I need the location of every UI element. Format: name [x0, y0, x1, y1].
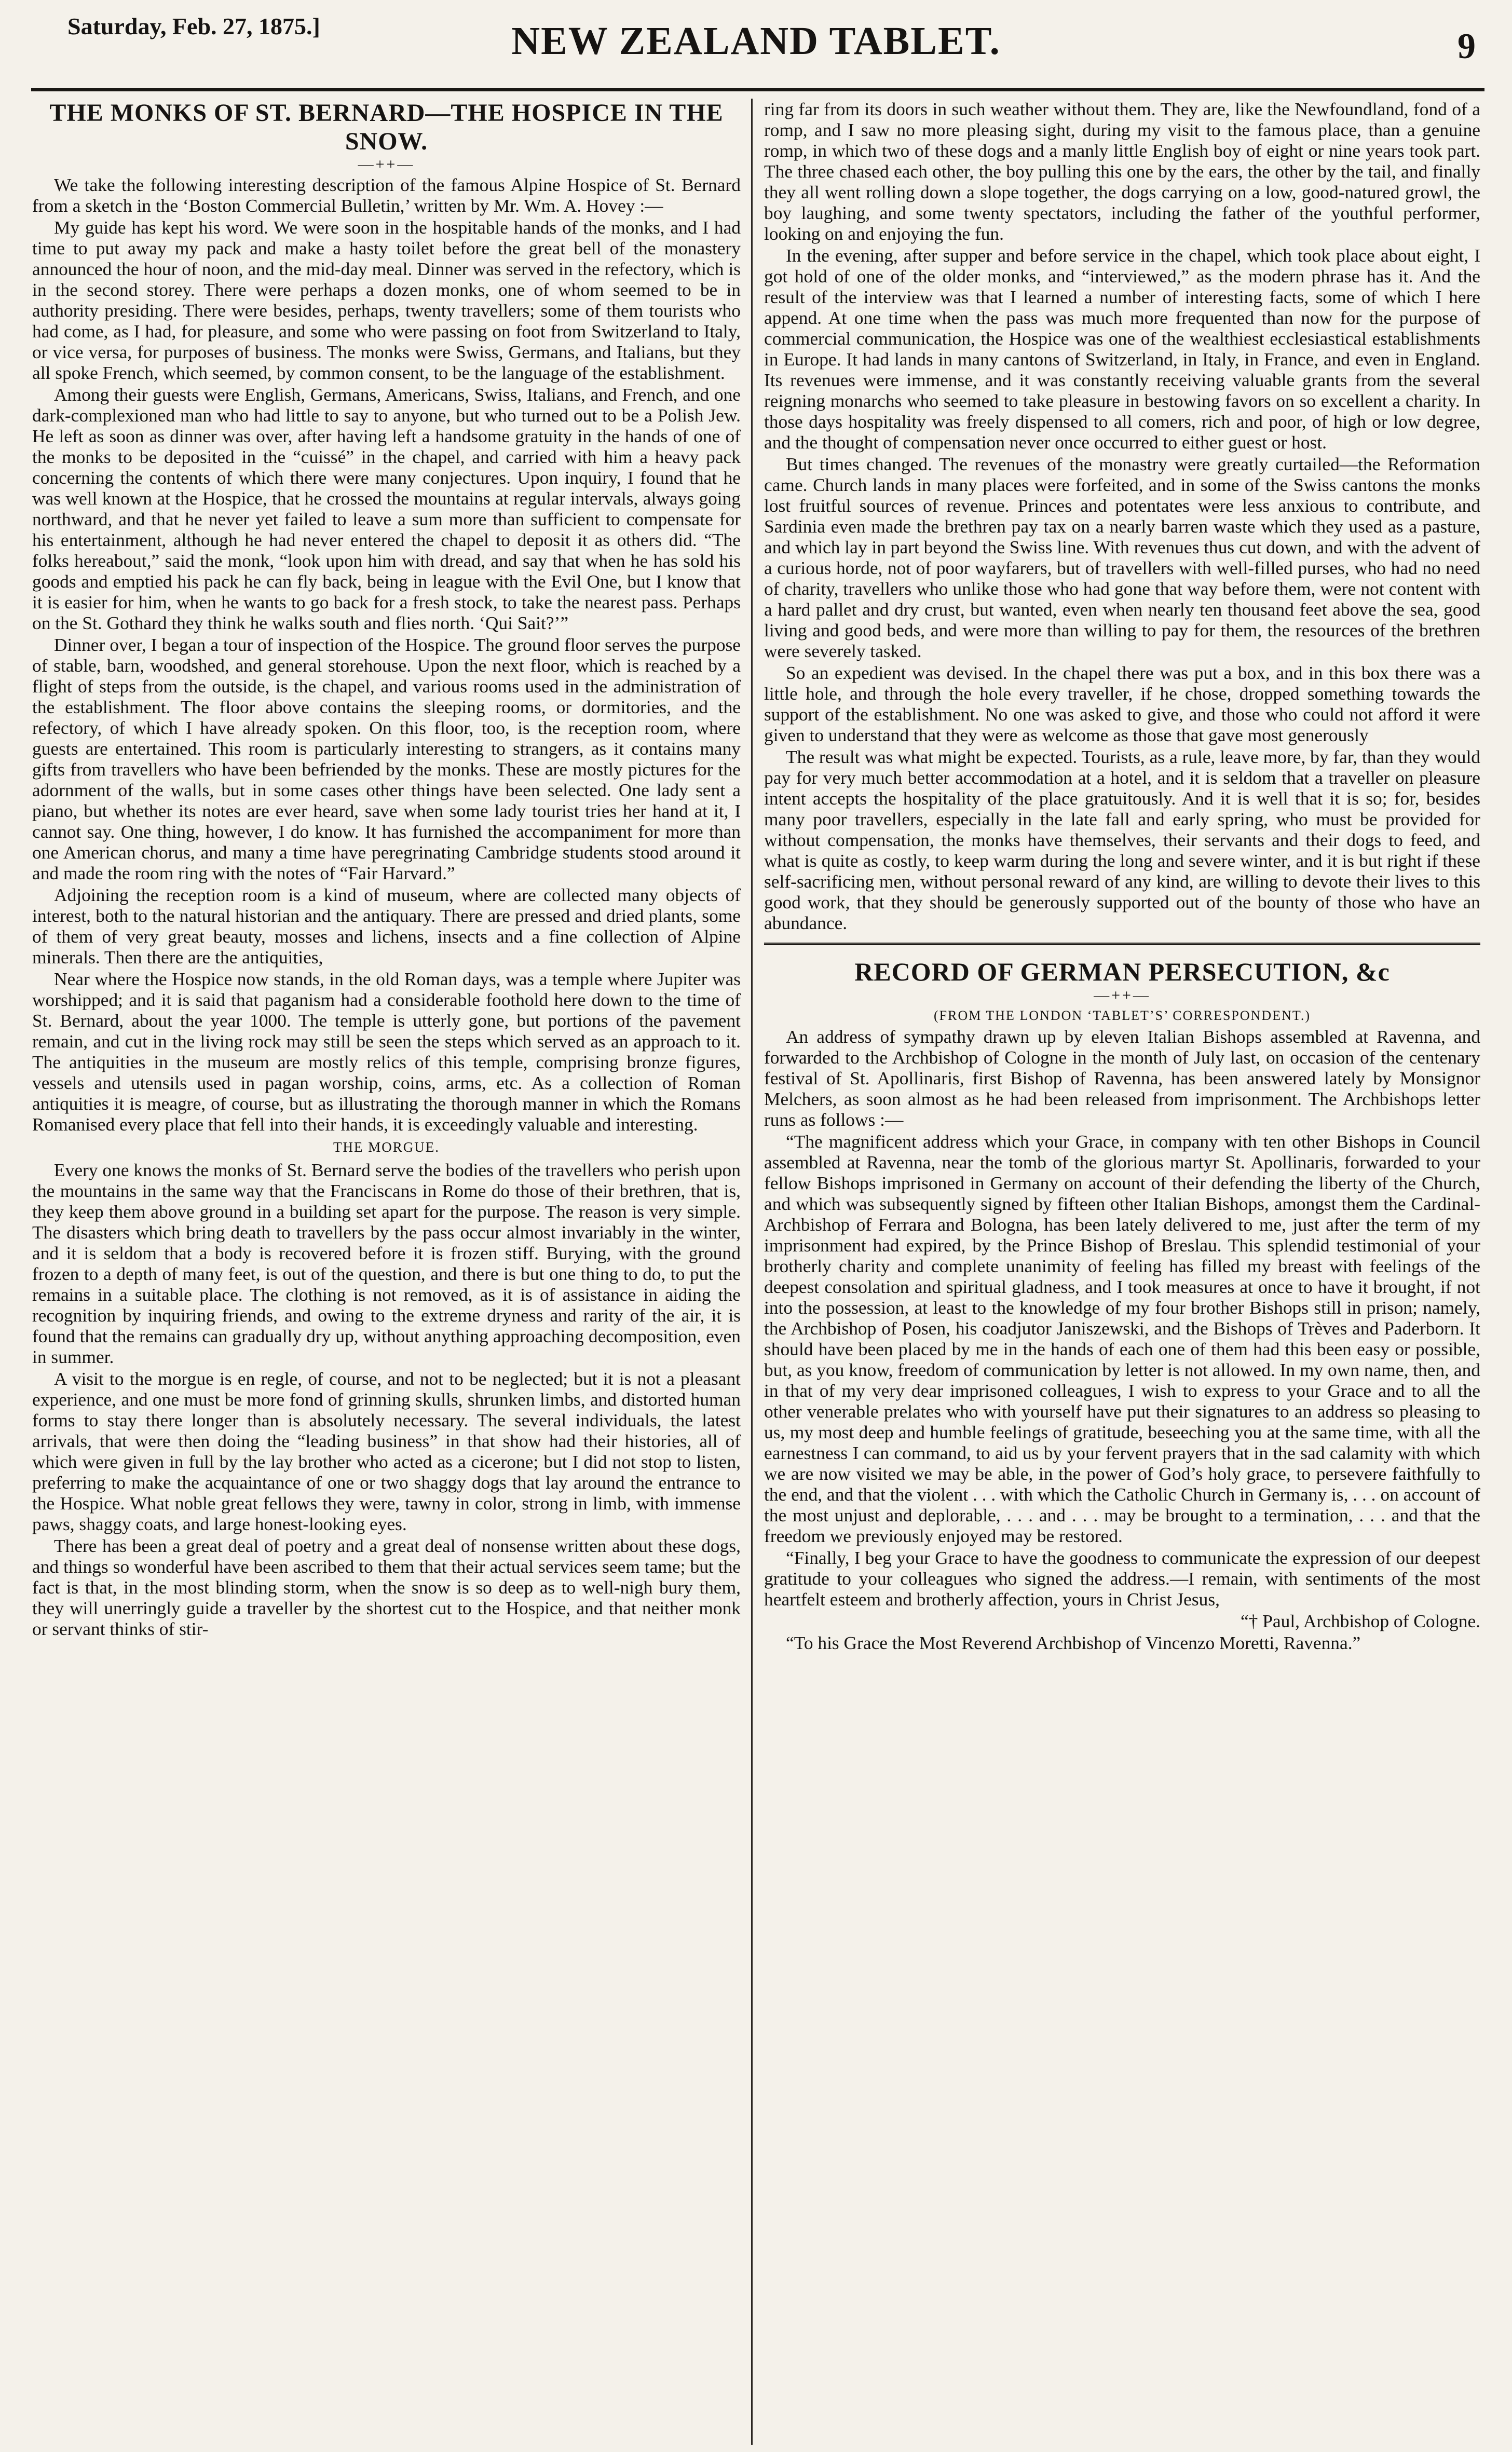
article1-paragraph: There has been a great deal of poetry and a great deal of nonsense written about these dogs, and things so wonderful have been ascribed to them that their actual services seem tame; but the fact is that, in the most blinding storm, when the snow is so deep as to well-nigh bury them, they will unerringly guide a traveller by the shortest cut to the Hospice, and that neither monk or servant thinks of stir- [32, 1535, 741, 1639]
masthead [26, 5, 1486, 65]
article2-attribution: (FROM THE LONDON ‘TABLET’S’ CORRESPONDENT.) [934, 1008, 1311, 1023]
article1-paragraph: The result was what might be expected. Tourists, as a rule, leave more, by far, than they would pay for very much better accommodation at a hotel, and it is seldom that a traveller on pleasure intent accepts the hospitality of the place gratuitously. And it is well that it is so; for, besides many poor travellers, especially in the late fall and early spring, who must be provided for without compensation, the monks have themselves, their servants and their dogs to feed, and what is quite as costly, to keep warm during the long and severe winter, and it is but right if these self-sacrificing men, without personal reward of any kind, are willing to devote their lives to this good work, that they should be generously supported out of the bounty of those who have an abundance. [764, 746, 1480, 933]
left-column [32, 99, 741, 2445]
article2-paragraph: “To his Grace the Most Reverend Archbishop of Vincenzo Moretti, Ravenna.” [786, 1632, 1361, 1653]
article2-signature: “† Paul, Archbishop of Cologne. [1241, 1611, 1480, 1631]
right-column [764, 99, 1480, 2445]
article1-paragraph: A visit to the morgue is en regle, of course, and not to be neglected; but it is not a pleasant experience, and one must be more fond of grinning skulls, shrunken limbs, and distorted human forms to stay there longer than is absolutely necessary. The several individuals, the latest arrivals, that were then doing the “leading business” in that show had their histories, all of which were given in full by the lay brother who acted as a cicerone; but I did not stop to listen, preferring to make the acquaintance of one or two shaggy dogs that lay around the entrance to the Hospice. What noble great fellows they were, tawny in color, strong in limb, with immense paws, shaggy coats, and large honest-looking eyes. [32, 1368, 741, 1534]
article2-paragraph: “Finally, I beg your Grace to have the goodness to communicate the expression of our deepest gratitude to your colleagues who signed the address.—I remain, with sentiments of the most heartfelt esteem and brotherly affection, yours in Christ Jesus, [764, 1547, 1480, 1610]
article1-paragraph: So an expedient was devised. In the chapel there was put a box, and in this box there was a little hole, and through the hole every traveller, if he chose, dropped something towards the support of the establishment. No one was asked to give, and those who could not afford it were given to understand that they were as welcome as those that gave most generously [764, 662, 1480, 745]
article1-paragraph: My guide has kept his word. We were soon in the hospitable hands of the monks, and I had time to put away my pack and make a hasty toilet before the great bell of the monastery announced the hour of noon, and the mid-day meal. Dinner was served in the refectory, which is in the second storey. There were perhaps a dozen monks, one of whom seemed to be in authority presiding. There were besides, perhaps, twenty travellers; some of them tourists who had come, as I had, for pleasure, and some who were passing on foot from Switzerland to Italy, or vice versa, for purposes of business. The monks were Swiss, Germans, and Italians, but they all spoke French, which seemed, by common consent, to be the language of the establishment. [32, 217, 741, 383]
article1-paragraph: Adjoining the reception room is a kind of museum, where are collected many objects of interest, both to the natural historian and the antiquary. There are pressed and dried plants, some of them of very great beauty, mosses and lichens, insects and a fine collection of Alpine minerals. Then there are the antiquities, [32, 884, 741, 968]
article1-paragraph: Among their guests were English, Germans, Americans, Swiss, Italians, and French, and one dark-complexioned man who had little to say to anyone, but who turned out to be a Polish Jew. He left as soon as dinner was over, after having left a handsome gratuity in the hands of one of the monks to be deposited in the “cuissé” in the chapel, and carried with him a heavy pack concerning the contents of which there were many conjectures. Upon inquiry, I found that he was well known at the Hospice, that he crossed the mountains at regular intervals, always going northward, and that he never yet failed to leave a sum more than sufficient to compensate for his entertainment, although he had never entered the chapel to deposit it as others did. “The folks hereabout,” said the monk, “look upon him with dread, and say that when he has sold his goods and emptied his pack he can fly back, being in league with the Evil One, but I know that it is easier for him, when he wants to go back for a fresh stock, to take the nearest pass. Perhaps on the St. Gothard they think he walks south and flies north. ‘Qui Sait?’” [32, 384, 741, 633]
issue-date: Saturday, Feb. 27, 1875.] [67, 13, 320, 39]
article1-paragraph: Every one knows the monks of St. Bernard serve the bodies of the travellers who perish upon the mountains in the same way that the Franciscans in Rome do those of their brethren, that is, they keep them above ground in a building set apart for the purpose. The reason is very simple. The disasters which bring death to travellers by the pass occur almost invariably in the winter, and it is seldom that a body is recovered before it is frozen stiff. Burying, with the ground frozen to a depth of many feet, is out of the question, and there is but one thing to do, to put the remains in a suitable place. The clothing is not removed, as it is of assistance in aiding the recognition by inquiring friends, and owing to the extreme dryness and rarity of the air, it is found that the remains can gradually dry up, without anything approaching decomposition, even in summer. [32, 1160, 741, 1367]
article2-paragraph: “The magnificent address which your Grace, in company with ten other Bishops in Council assembled at Ravenna, near the tomb of the glorious martyr St. Apollinaris, forwarded to your fellow Bishops imprisoned in Germany on account of their defending the liberty of the Church, and which was subsequently signed by fifteen other Italian Bishops, amongst them the Cardinal-Archbishop of Ferrara and Bologna, has been lately delivered to me, just after the term of my imprisonment had expired, by the Prince Bishop of Breslau. This splendid testimonial of your brotherly charity and complete unanimity of feeling has filled my breast with feelings of the deepest consolation and spiritual gladness, and I took measures at once to have it brought, if not into the possession, at least to the knowledge of my four brother Bishops still in prison; namely, the Archbishop of Posen, his coadjutor Janiszewski, and the Bishops of Trèves and Paderborn. It should have been placed by me in the hands of each one of them had this been easy or possible, but, as you know, freedom of communication by letter is not allowed. In my own name, then, and in that of my very dear imprisoned colleagues, I wish to express to your Grace and to all the other venerable prelates who with yourself have put their signatures to an address so pleasing to us, my most deep and humble feelings of gratitude, beseeching you at the same time, with all the earnestness I can command, to aid us by your fervent prayers that in the sad calamity with which we are now visited we may be able, in the power of God’s holy grace, to persevere faithfully to the end, and that the violent . . . with which the Catholic Church in Germany is, . . . on account of the most unjust and deplorable, . . . and . . . may be brought to a termination, . . . and that the freedom we previously enjoyed may be restored. [764, 1131, 1480, 1546]
section-subhead-morgue: THE MORGUE. [333, 1139, 440, 1155]
article2-paragraph: An address of sympathy drawn up by eleven Italian Bishops assembled at Ravenna, and forwarded to the Archbishop of Cologne in the month of July last, on occasion of the centenary festival of St. Apollinaris, first Bishop of Ravenna, has been answered lately by Monsignor Melchers, as soon almost as he had been released from imprisonment. The Archbishops letter runs as follows :— [764, 1026, 1480, 1130]
article1-paragraph: ring far from its doors in such weather without them. They are, like the Newfoundland, fond of a romp, and I saw no more pleasing sight, during my visit to the famous place, than a genuine romp, in which two of these dogs and a manly little English boy of eight or nine years took part. The three chased each other, the boy pulling this one by the ears, the other by the tail, and finally they all went rolling down a slope together, the dogs carrying on a low, good-natured growl, the boy laughing, and some twenty spectators, including the father of the youthful performer, looking on and enjoying the fun. [764, 99, 1480, 244]
article2-ornament: —++— [1094, 987, 1151, 1004]
article2-headline: RECORD OF GERMAN PERSECUTION, &c [854, 957, 1390, 986]
column-divider [751, 99, 753, 2445]
article-separator [764, 943, 1480, 945]
article1-intro: We take the following interesting description of the famous Alpine Hospice of St. Bernard from a sketch in the ‘Boston Commercial Bulletin,’ written by Mr. Wm. A. Hovey :— [32, 174, 741, 216]
article1-headline: THE MONKS OF ST. BERNARD—THE HOSPICE IN THE SNOW. [49, 99, 724, 155]
article1-paragraph: But times changed. The revenues of the monastry were greatly curtailed—the Reformation came. Church lands in many places were forfeited, and in some of the Swiss cantons the monks lost fruitful sources of revenue. Princes and potentates were less anxious to contribute, and Sardinia even made the brethren pay tax on a nearly barren waste which they used as a pasture, and which lay in part beyond the Swiss line. With revenues thus cut down, and with the advent of a curious horde, not of poor wayfarers, but of travellers with well-filled purses, who had no need of charity, travellers who unlike those who had gone that way before them, were not content with a hard pallet and dry crust, but wanted, even when nearly ten thousand feet above the sea, good living and good beds, and were more than willing to pay for them, the resources of the brethren were severely tasked. [764, 454, 1480, 661]
masthead-rule [31, 88, 1484, 91]
article1-ornament: —++— [358, 156, 415, 173]
article1-paragraph: Dinner over, I began a tour of inspection of the Hospice. The ground floor serves the purpose of stable, barn, woodshed, and general storehouse. Upon the next floor, which is reached by a flight of steps from the outside, is the chapel, and various rooms used in the administration of the establishment. The floor above contains the sleeping rooms, or dormitories, and the refectory, of which I have already spoken. On this floor, too, is the reception room, where guests are entertained. This room is particularly interesting to strangers, as it contains many gifts from travellers who have been befriended by the monks. These are mostly pictures for the adornment of the walls, but in some cases other things have been selected. One lady sent a piano, but whether its notes are ever heard, save when some lady tourist tries her hand at it, I cannot say. One thing, however, I do know. It has furnished the accompaniment for more than one American chorus, and many a time have peregrinating Cambridge students stood around it and made the room ring with the notes of “Fair Harvard.” [32, 634, 741, 883]
article1-paragraph: Near where the Hospice now stands, in the old Roman days, was a temple where Jupiter was worshipped; and it is said that paganism had a considerable foothold here down to the time of St. Bernard, about the year 1000. The temple is utterly gone, but portions of the pavement remain, and cut in the living rock may still be seen the steps which served as an approach to it. The antiquities in the museum are mostly relics of this temple, comprising bronze figures, vessels and utensils used in pagan worship, coins, arms, etc. As a collection of Roman antiquities it is meagre, of course, but as illustrating the thorough manner in which the Romans Romanised every place that fell into their hands, it is exceedingly valuable and interesting. [32, 969, 741, 1135]
page-number: 9 [1457, 26, 1476, 66]
article1-paragraph: In the evening, after supper and before service in the chapel, which took place about eight, I got hold of one of the older monks, and “interviewed,” as the modern phrase has it. And the result of the interview was that I learned a number of interesting facts, some of which I here append. At one time when the pass was much more frequented than now for the purpose of commercial communication, the Hospice was one of the wealthiest ecclesiastical establishments in Europe. It had lands in many cantons of Switzerland, in Italy, in France, and even in England. Its revenues were immense, and it was constantly receiving valuable grants from the several reigning monarchs who seemed to take pleasure in bestowing favors on so excellent a charity. In those days hospitality was freely dispensed to all comers, rich and poor, of high or low degree, and the thought of compensation never once occurred to either guest or host. [764, 245, 1480, 453]
newspaper-title: NEW ZEALAND TABLET. [511, 19, 1001, 63]
